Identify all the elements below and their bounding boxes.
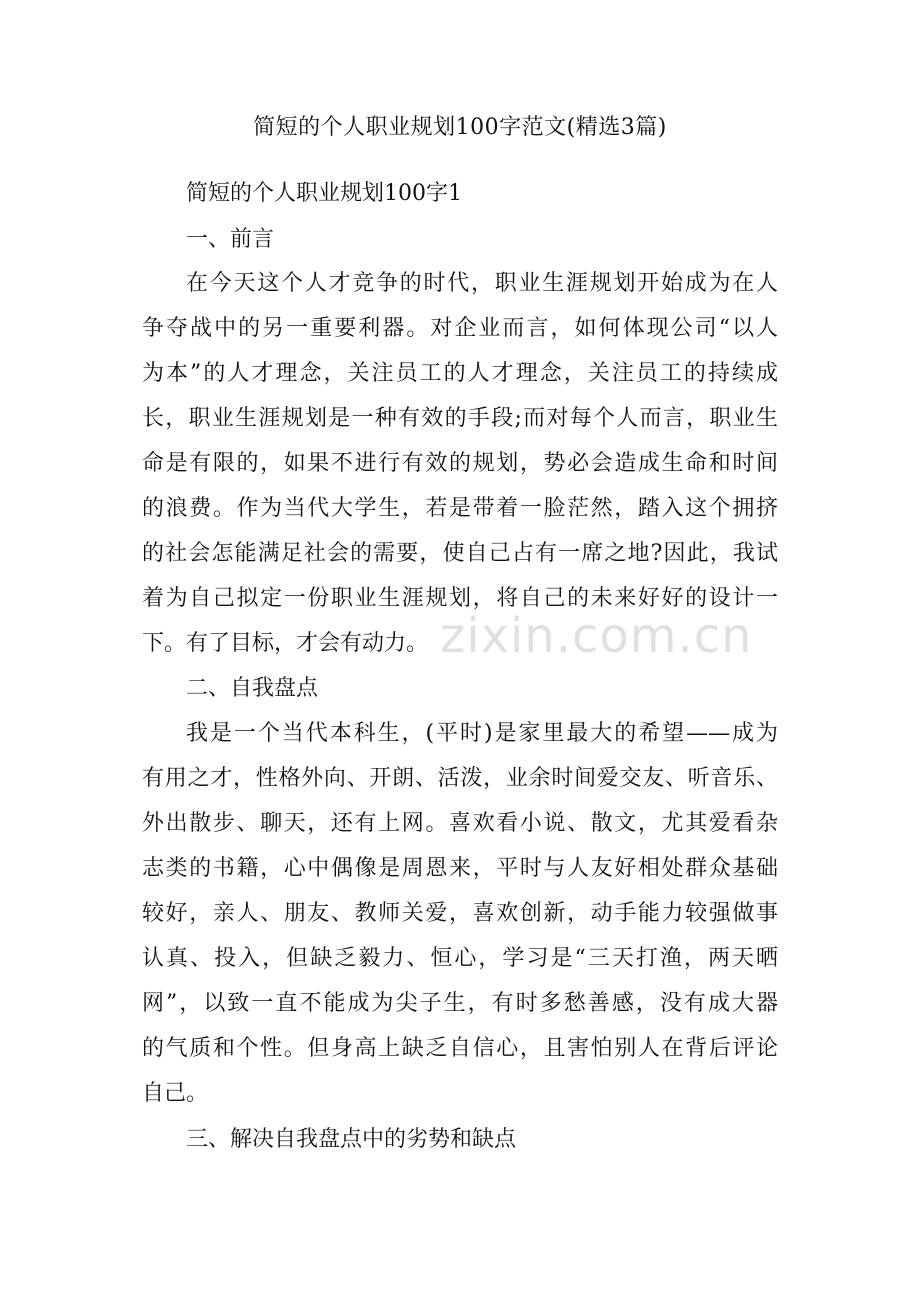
paragraph-line: 的社会怎能满足社会的需要，使自己占有一席之地?因此，我试 — [142, 541, 778, 566]
section-heading-1: 一、前言 — [186, 227, 275, 252]
paragraph-line: 的气质和个性。但身高上缺乏自信心，且害怕别人在背后评论 — [142, 1036, 778, 1061]
paragraph-line: 自己。 — [142, 1081, 209, 1106]
paragraph-line: 我是一个当代本科生，(平时)是家里最大的希望——成为 — [186, 721, 778, 746]
paragraph-line: 在今天这个人才竞争的时代，职业生涯规划开始成为在人 — [186, 271, 778, 296]
paragraph-line: 有用之才，性格外向、开朗、活泼，业余时间爱交友、听音乐、 — [142, 766, 778, 791]
paragraph-line: 的浪费。作为当代大学生，若是带着一脸茫然，踏入这个拥挤 — [142, 496, 778, 521]
paragraph-line: 长，职业生涯规划是一种有效的手段;而对每个人而言，职业生 — [142, 406, 778, 431]
paragraph-line: 争夺战中的另一重要利器。对企业而言，如何体现公司“以人 — [142, 316, 778, 341]
paragraph-line: 着为自己拟定一份职业生涯规划，将自己的未来好好的设计一 — [142, 586, 778, 611]
paragraph-line: 较好，亲人、朋友、教师关爱，喜欢创新，动手能力较强做事 — [142, 901, 778, 926]
section-heading-2: 二、自我盘点 — [186, 676, 319, 701]
paragraph-line: 下。有了目标，才会有动力。 — [142, 631, 429, 656]
paragraph-line: 认真、投入，但缺乏毅力、恒心，学习是“三天打渔，两天晒 — [142, 946, 778, 971]
subtitle: 简短的个人职业规划100字1 — [186, 181, 462, 206]
watermark: zixin.com.cn — [440, 608, 753, 664]
paragraph-line: 命是有限的，如果不进行有效的规划，势必会造成生命和时间 — [142, 451, 778, 476]
paragraph-line: 为本”的人才理念，关注员工的人才理念，关注员工的持续成 — [142, 361, 778, 386]
paragraph-line: 志类的书籍，心中偶像是周恩来，平时与人友好相处群众基础 — [142, 856, 778, 881]
document-title: 简短的个人职业规划100字范文(精选3篇) — [253, 115, 667, 140]
paragraph-line: 外出散步、聊天，还有上网。喜欢看小说、散文，尤其爱看杂 — [142, 811, 778, 836]
section-heading-3: 三、解决自我盘点中的劣势和缺点 — [186, 1127, 517, 1152]
paragraph-line: 网”，以致一直不能成为尖子生，有时多愁善感，没有成大器 — [142, 991, 778, 1016]
